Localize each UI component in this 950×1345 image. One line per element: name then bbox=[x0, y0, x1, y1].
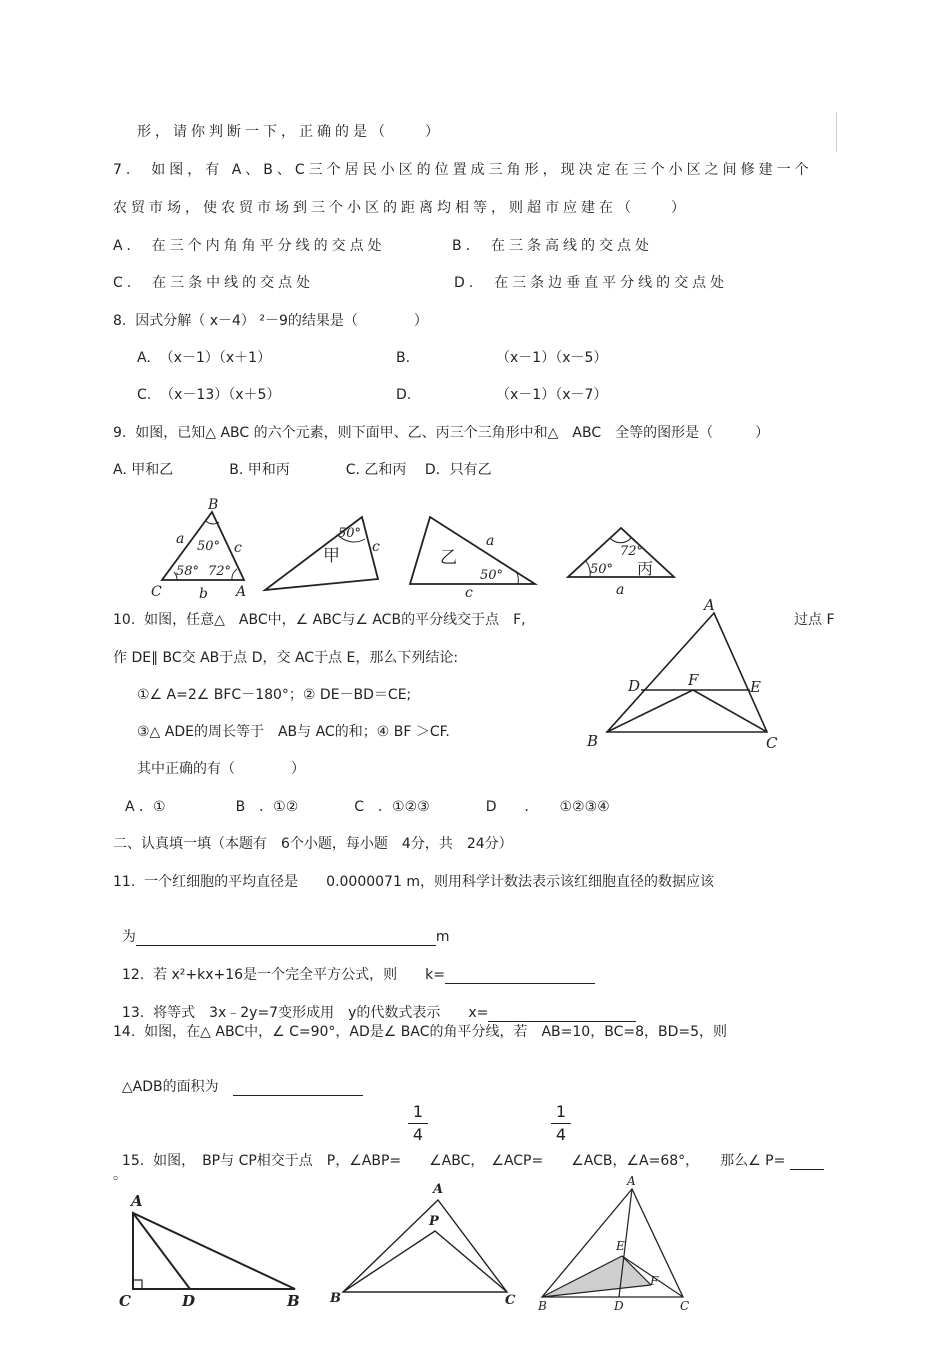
label-d: D bbox=[614, 1299, 624, 1313]
q7-option-a: A. 在三个内角角平分线的交点处 bbox=[113, 238, 386, 254]
q9-options: A. 甲和乙 B. 甲和丙 C. 乙和丙 D．只有乙 bbox=[113, 462, 492, 478]
q8-option-b: （x－1）（x－5） bbox=[496, 350, 608, 366]
q7-option-c: C. 在三条中线的交点处 bbox=[113, 275, 315, 291]
fraction-denominator: 4 bbox=[555, 1125, 567, 1144]
q13-stem: 13. 将等式 3x﹣2y=7变形成用 y的代数式表示 x= bbox=[121, 1005, 489, 1021]
q14-line1: 14. 如图，在△ ABC中，∠ C=90°，AD是∠ BAC的角平分线，若 AB=10，BC=8，BD=5，则 bbox=[113, 1024, 728, 1040]
q11-answer-blank[interactable] bbox=[136, 931, 436, 946]
q15-figure bbox=[325, 1178, 520, 1308]
fraction-denominator: 4 bbox=[412, 1125, 424, 1144]
label-side-a: a bbox=[486, 533, 495, 549]
angle-50: 50° bbox=[590, 562, 614, 577]
q8-stem: 8. 因式分解（ x－4） ²－9的结果是（ ） bbox=[113, 313, 428, 329]
q11-prefix: 为 bbox=[121, 929, 136, 945]
fraction-numerator: 1 bbox=[555, 1102, 567, 1121]
section-2-heading: 二、认真填一填（本题有 6个小题，每小题 4分，共 24分） bbox=[113, 836, 513, 852]
q14-stem: △ADB的面积为 bbox=[121, 1079, 219, 1095]
q14-figure bbox=[110, 1185, 310, 1310]
angle-72: 72° bbox=[208, 564, 232, 579]
q10-options: A ．① B ．①② C ．①②③ D ． ①②③④ bbox=[125, 799, 610, 815]
q7-option-b: B. 在三条高线的交点处 bbox=[452, 238, 653, 254]
label-side-a: a bbox=[176, 531, 185, 547]
label-side-a: a bbox=[616, 582, 625, 598]
q11-line2 bbox=[113, 910, 450, 946]
label-c: C bbox=[151, 584, 162, 600]
label-a: A bbox=[627, 1175, 636, 1188]
q8-option-a: A. （x－1）（x＋1） bbox=[137, 350, 272, 366]
label-b: B bbox=[538, 1299, 547, 1313]
label-bing: 丙 bbox=[637, 559, 654, 578]
label-e: E bbox=[616, 1239, 625, 1253]
label-d: D bbox=[628, 677, 641, 695]
q7-option-d: D. 在三条边垂直平分线的交点处 bbox=[454, 275, 729, 291]
q12-answer-blank[interactable] bbox=[445, 969, 595, 984]
triangle-bing bbox=[568, 528, 674, 598]
q11-unit: m bbox=[435, 929, 450, 945]
label-d: D bbox=[182, 1292, 196, 1310]
q6-continuation: 形，请你判断一下，正确的是（ ） bbox=[137, 124, 443, 140]
q14-line2 bbox=[113, 1060, 363, 1096]
label-side-b: b bbox=[199, 586, 208, 600]
q15-stem: 15. 如图， BP与 CP相交于点 P，∠ABP= ∠ABC， ∠ACP= ∠ACB，∠A=68°， 那么∠ P= bbox=[121, 1153, 786, 1169]
label-b: B bbox=[330, 1291, 341, 1306]
label-yi: 乙 bbox=[440, 548, 457, 568]
q15-answer-blank[interactable] bbox=[790, 1155, 824, 1170]
label-jia: 甲 bbox=[323, 546, 340, 566]
angle-58: 58° bbox=[176, 564, 200, 579]
q8-option-b-label: B. bbox=[396, 350, 411, 366]
label-f: F bbox=[650, 1274, 659, 1288]
q10-line1-tail: 过点 F bbox=[794, 612, 835, 628]
label-c: C bbox=[766, 734, 778, 752]
label-side-c: c bbox=[234, 540, 242, 556]
label-f: F bbox=[688, 671, 699, 689]
q10-line2: 作 DE∥ BC交 AB于点 D，交 AC于点 E，那么下列结论: bbox=[113, 650, 459, 666]
angle-72: 72° bbox=[620, 544, 644, 559]
q10-line1: 10. 如图，任意△ ABC中，∠ ABC与∠ ACB的平分线交于点 F, bbox=[113, 612, 526, 628]
q10-figure bbox=[580, 595, 790, 755]
q13-line bbox=[113, 986, 636, 1022]
page-edge-mark bbox=[836, 112, 837, 152]
label-e: E bbox=[750, 678, 761, 696]
label-a: A bbox=[236, 584, 247, 600]
fraction-numerator: 1 bbox=[412, 1102, 424, 1121]
q11-line1: 11. 一个红细胞的平均直径是 0.0000071 m，则用科学计数法表示该红细胞直径的数据应该 bbox=[113, 874, 714, 890]
q16-figure bbox=[530, 1175, 705, 1315]
label-b: B bbox=[287, 1292, 300, 1310]
label-c: C bbox=[119, 1292, 131, 1310]
angle-50: 50° bbox=[480, 568, 504, 583]
q8-option-d: （x－1）（x－7） bbox=[496, 387, 608, 403]
angle-50: 50° bbox=[197, 539, 221, 554]
label-b: B bbox=[587, 732, 599, 750]
q7-line1: 7. 如图，有 A、B、C三个居民小区的位置成三角形，现决定在三个小区之间修建一个 bbox=[113, 162, 813, 178]
q12-stem: 12. 若 x²+kx+16是一个完全平方公式，则 k= bbox=[121, 967, 445, 983]
q14-answer-blank[interactable] bbox=[233, 1081, 363, 1096]
triangle-abc bbox=[151, 497, 246, 600]
q10-conclusion-1-2: ①∠ A=2∠ BFC－180°；② DE－BD＝CE; bbox=[137, 687, 412, 703]
triangle-jia bbox=[265, 517, 380, 590]
q12-line bbox=[113, 948, 595, 984]
q8-option-c: C. （x－13）（x＋5） bbox=[137, 387, 281, 403]
q8-option-d-label: D. bbox=[396, 387, 412, 403]
label-a: A bbox=[433, 1182, 444, 1197]
label-side-c: c bbox=[372, 539, 380, 555]
label-side-c: c bbox=[465, 585, 473, 600]
label-p: P bbox=[429, 1214, 439, 1229]
q15-end-mark: 。 bbox=[113, 1167, 127, 1183]
label-b: B bbox=[208, 497, 219, 513]
q10-question: 其中正确的有（ ） bbox=[137, 761, 305, 777]
angle-50: 50° bbox=[338, 526, 362, 541]
q7-line2: 农贸市场，使农贸市场到三个小区的距离均相等，则超市应建在（ ） bbox=[113, 200, 689, 216]
label-c: C bbox=[505, 1293, 516, 1308]
q9-stem: 9. 如图，已知△ ABC 的六个元素，则下面甲、乙、丙三个三角形中和△ ABC 全等的图形是（ ） bbox=[113, 425, 770, 441]
label-a: A bbox=[131, 1192, 143, 1210]
label-c: C bbox=[680, 1299, 690, 1313]
triangle-yi bbox=[410, 517, 535, 600]
q10-conclusion-3-4: ③△ ADE的周长等于 AB与 AC的和；④ BF ＞CF. bbox=[137, 724, 450, 740]
q13-answer-blank[interactable] bbox=[488, 1007, 636, 1022]
label-a: A bbox=[704, 596, 715, 614]
q15-line bbox=[113, 1134, 824, 1170]
q9-figures bbox=[150, 495, 690, 600]
